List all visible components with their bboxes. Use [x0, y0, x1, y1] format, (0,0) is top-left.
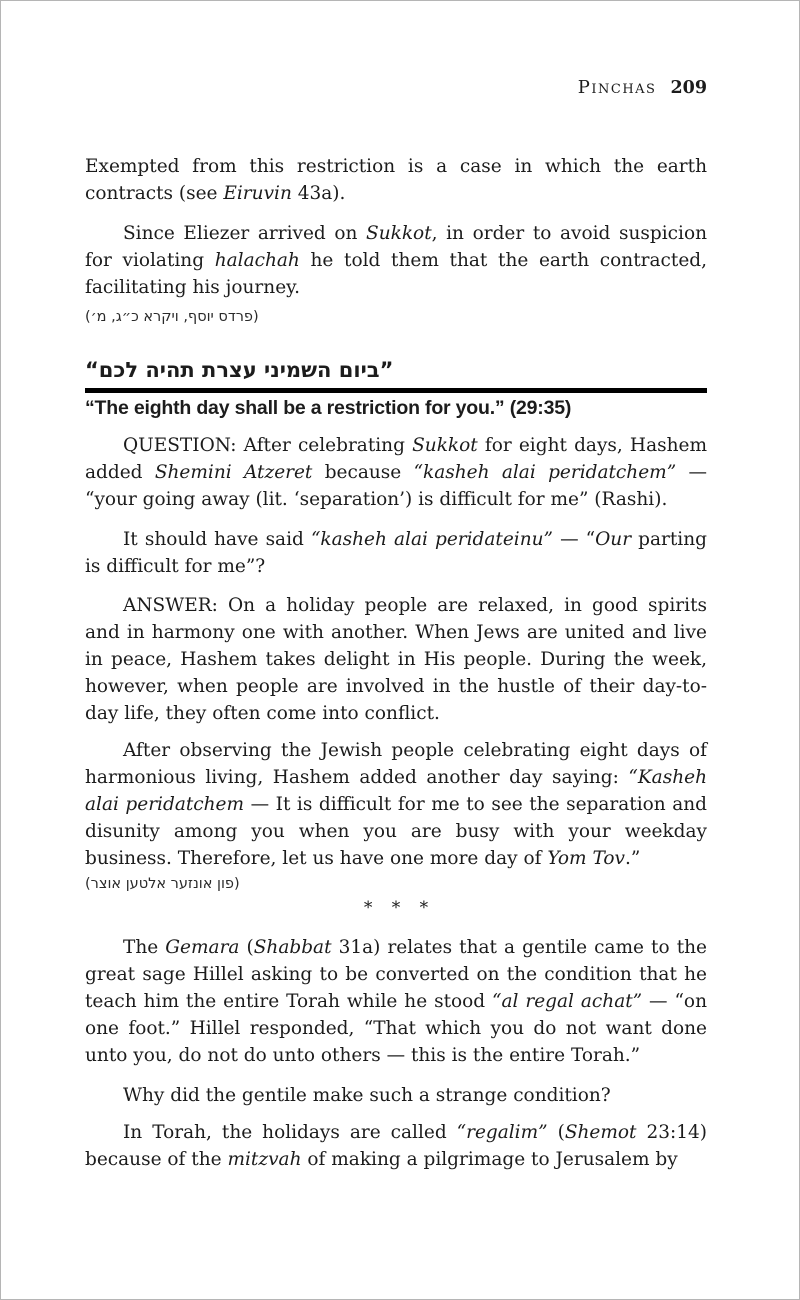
text-run-italic: Shemot: [564, 1122, 637, 1143]
text-run: ANSWER: On a holiday people are relaxed, in good spirits and in harmony one with another. When Jews are united and live in peace, Hashem takes delight in His people. During the week, however, when people are involved in the hustle of their day-to-day life, they often come into conflict.: [85, 595, 707, 724]
text-run-italic: “kasheh alai peridatchem”: [413, 462, 677, 483]
paragraph-question: [85, 432, 707, 513]
running-header: [85, 1, 707, 99]
text-run-italic: Sukkot: [366, 223, 432, 244]
text-column: [85, 1, 707, 1173]
text-run: — It is difficult for me to see the separation and disunity among you when you are busy with your weekday business. Therefore, let us have one more day of: [85, 794, 707, 869]
text-run-italic: Our: [595, 529, 632, 550]
text-run-italic: Yom Tov: [547, 848, 625, 869]
paragraph-in-torah: [85, 1119, 707, 1173]
paragraph-after-observing: [85, 737, 707, 872]
text-run: — “your going away (lit. ‘separation’) is difficult for me” (Rashi).: [85, 462, 707, 510]
text-run: parting is difficult for me”?: [85, 529, 707, 577]
text-run-italic: Gemara: [165, 937, 240, 958]
text-run: 43a).: [291, 183, 346, 204]
text-run: It should have said: [123, 529, 311, 550]
text-run-italic: “kasheh alai peridateinu”: [310, 529, 553, 550]
page-number: 209: [670, 78, 707, 98]
text-run: — “: [552, 529, 596, 550]
section-title-english: “The eighth day shall be a restriction for you.” (29:35): [85, 397, 572, 419]
text-run: After observing the Jewish people celebrating eight days of harmonious living, Hashem added another day saying:: [85, 740, 707, 788]
paragraph-answer: [85, 592, 707, 727]
text-run-italic: “Kasheh alai peridatchem: [85, 767, 707, 815]
text-run: of making a pilgrimage to Jerusalem by: [301, 1149, 678, 1170]
text-run: (: [239, 937, 254, 958]
asterisk-separator: * * *: [363, 898, 429, 918]
section-title-hebrew: ”ביום השמיני עצרת תהיה לכם“: [85, 358, 394, 382]
source-citation-pardes-yosef: (פרדס יוסף, ויקרא כ״ג, מ׳): [85, 309, 259, 325]
text-run: Exempted from this restriction is a case in which the earth contracts (see: [85, 156, 707, 204]
paragraph-why-did: [85, 1082, 707, 1109]
text-run: QUESTION: After celebrating: [123, 435, 413, 456]
text-run: In Torah, the holidays are called: [123, 1122, 457, 1143]
text-run-italic: mitzvah: [227, 1149, 302, 1170]
text-run: Since Eliezer arrived on: [123, 223, 367, 244]
text-run: , in order to avoid suspicion for violating: [85, 223, 707, 271]
text-run: — “on one foot.” Hillel responded, “That which you do not want done unto you, do not do unto others — this is the entire Torah.”: [85, 991, 707, 1066]
text-run: (: [547, 1122, 565, 1143]
text-run: for eight days, Hashem added: [85, 435, 707, 483]
text-run: 31a) relates that a gentile came to the great sage Hillel asking to be converted on the condition that he teach him the entire Torah while he stood: [85, 937, 707, 1012]
text-run-italic: Eiruvin: [223, 183, 292, 204]
paragraph-since-eliezer: [85, 220, 707, 301]
paragraph-gemara: [85, 934, 707, 1069]
text-run-italic: Shabbat: [253, 937, 332, 958]
text-run: Why did the gentile make such a strange condition?: [123, 1085, 611, 1106]
text-run: The: [123, 937, 166, 958]
text-run: 23:14) because of the: [85, 1122, 707, 1170]
text-run: he told them that the earth contracted, facilitating his journey.: [85, 250, 707, 298]
section-divider-rule: [85, 388, 707, 393]
text-run: .”: [624, 848, 641, 869]
text-run: because: [312, 462, 414, 483]
paragraph-exempted: [85, 153, 707, 207]
paragraph-it-should-have-said: [85, 526, 707, 580]
text-run-italic: Shemini Atzeret: [154, 462, 313, 483]
text-run-italic: “al regal achat”: [492, 991, 643, 1012]
source-citation-fun-unzer: (פון אונזער אלטען אוצר): [85, 876, 240, 892]
text-run-italic: Sukkot: [412, 435, 478, 456]
text-run-italic: halachah: [214, 250, 300, 271]
text-run-italic: “regalim”: [456, 1122, 548, 1143]
parsha-title: Pinchas: [577, 77, 657, 98]
